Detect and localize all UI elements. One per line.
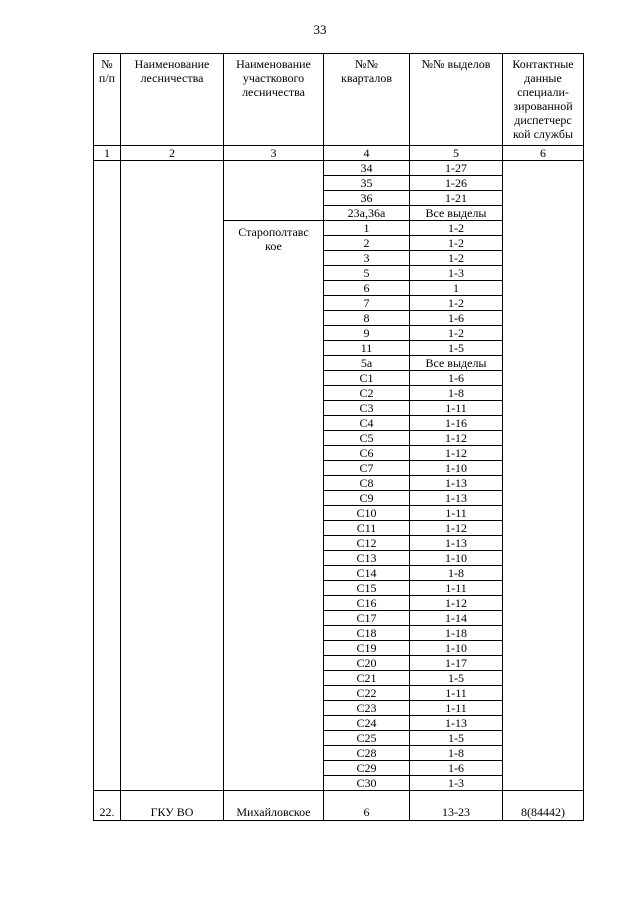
plots-cell: 1-13 bbox=[410, 491, 503, 506]
plots-cell: 1-5 bbox=[410, 731, 503, 746]
plots-cell: 1-13 bbox=[410, 536, 503, 551]
plots-cell: 1-13 bbox=[410, 476, 503, 491]
header-line: участкового bbox=[242, 71, 305, 85]
plots-cell: 1-8 bbox=[410, 566, 503, 581]
quarter-cell: С28 bbox=[324, 746, 410, 761]
quarter-cell: 1 bbox=[324, 221, 410, 236]
header-line: №№ выделов bbox=[421, 57, 491, 71]
quarter-cell: 3 bbox=[324, 251, 410, 266]
page-number: 33 bbox=[313, 22, 327, 37]
quarter-cell: С1 bbox=[324, 371, 410, 386]
plots-cell: 1-2 bbox=[410, 326, 503, 341]
plots-cell: 1-8 bbox=[410, 746, 503, 761]
entry-number: 22. bbox=[94, 791, 121, 821]
quarter-cell: С15 bbox=[324, 581, 410, 596]
header-contacts bbox=[503, 54, 584, 146]
quarter-cell: 6 bbox=[324, 791, 410, 821]
plots-cell: 1-6 bbox=[410, 371, 503, 386]
quarter-cell: 23а,36а bbox=[324, 206, 410, 221]
number-cell-empty bbox=[94, 161, 121, 791]
plots-cell: 1-12 bbox=[410, 431, 503, 446]
header-line: специали- bbox=[517, 85, 569, 99]
quarter-cell: С11 bbox=[324, 521, 410, 536]
table-row bbox=[94, 161, 584, 176]
column-number: 5 bbox=[410, 146, 503, 161]
quarter-cell: 34 bbox=[324, 161, 410, 176]
plots-cell: 1-3 bbox=[410, 776, 503, 791]
quarter-cell: С16 bbox=[324, 596, 410, 611]
quarter-cell: С14 bbox=[324, 566, 410, 581]
quarter-cell: С23 bbox=[324, 701, 410, 716]
plots-cell: 1-10 bbox=[410, 641, 503, 656]
quarter-cell: С17 bbox=[324, 611, 410, 626]
quarter-cell: С19 bbox=[324, 641, 410, 656]
quarter-cell: 11 bbox=[324, 341, 410, 356]
column-number: 1 bbox=[94, 146, 121, 161]
district-forestry-name: Михайловское bbox=[224, 791, 324, 821]
header-line: п/п bbox=[98, 71, 116, 85]
quarter-cell: 5а bbox=[324, 356, 410, 371]
quarter-cell: 36 bbox=[324, 191, 410, 206]
header-line: лесничества bbox=[242, 85, 305, 99]
plots-cell: 1-26 bbox=[410, 176, 503, 191]
plots-cell: 1-2 bbox=[410, 251, 503, 266]
quarter-cell: 35 bbox=[324, 176, 410, 191]
plots-cell: Все выделы bbox=[410, 206, 503, 221]
header-district-forestry bbox=[224, 54, 324, 146]
plots-cell: 1-5 bbox=[410, 341, 503, 356]
header-line: №№ bbox=[355, 57, 378, 71]
quarter-cell: С13 bbox=[324, 551, 410, 566]
contact-phone: 8(84442) bbox=[503, 791, 584, 821]
header-line: зированной bbox=[513, 99, 573, 113]
plots-cell: 1-14 bbox=[410, 611, 503, 626]
quarter-cell: С25 bbox=[324, 731, 410, 746]
plots-cell: 1-16 bbox=[410, 416, 503, 431]
contact-cell-empty bbox=[503, 161, 584, 791]
forestry-table bbox=[93, 53, 584, 821]
quarter-cell: 5 bbox=[324, 266, 410, 281]
column-number: 4 bbox=[324, 146, 410, 161]
header-line: диспетчерс bbox=[514, 113, 572, 127]
quarter-cell: 2 bbox=[324, 236, 410, 251]
plots-cell: 1-13 bbox=[410, 716, 503, 731]
quarter-cell: С2 bbox=[324, 386, 410, 401]
plots-cell: 1-3 bbox=[410, 266, 503, 281]
column-number: 3 bbox=[224, 146, 324, 161]
quarter-cell: С3 bbox=[324, 401, 410, 416]
plots-cell: 1-2 bbox=[410, 296, 503, 311]
header-number bbox=[94, 54, 121, 146]
plots-cell: 1-21 bbox=[410, 191, 503, 206]
plots-cell: 1-12 bbox=[410, 521, 503, 536]
forestry-name: ГКУ ВО bbox=[121, 791, 224, 821]
quarter-cell: С20 bbox=[324, 656, 410, 671]
plots-cell: 1-6 bbox=[410, 311, 503, 326]
plots-cell: 1-11 bbox=[410, 401, 503, 416]
quarter-cell: 6 bbox=[324, 281, 410, 296]
plots-cell: 1-17 bbox=[410, 656, 503, 671]
header-line: Контактные bbox=[512, 57, 574, 71]
header-row bbox=[94, 54, 584, 146]
quarter-cell: С18 bbox=[324, 626, 410, 641]
quarter-cell: С24 bbox=[324, 716, 410, 731]
plots-cell: 1-12 bbox=[410, 446, 503, 461]
quarter-cell: С22 bbox=[324, 686, 410, 701]
plots-cell: 1-11 bbox=[410, 506, 503, 521]
district-name-line: Старополтавс bbox=[238, 225, 309, 239]
quarter-cell: С12 bbox=[324, 536, 410, 551]
quarter-cell: С10 bbox=[324, 506, 410, 521]
quarter-cell: С8 bbox=[324, 476, 410, 491]
quarter-cell: С4 bbox=[324, 416, 410, 431]
district-name-line: кое bbox=[265, 239, 282, 253]
quarter-cell: С6 bbox=[324, 446, 410, 461]
table-row-entry-22 bbox=[94, 791, 584, 821]
header-line: № bbox=[101, 57, 113, 71]
table-body bbox=[94, 161, 584, 821]
header-plots bbox=[410, 54, 503, 146]
quarter-cell: С7 bbox=[324, 461, 410, 476]
quarter-cell: С29 bbox=[324, 761, 410, 776]
column-number: 6 bbox=[503, 146, 584, 161]
plots-cell: 1-8 bbox=[410, 386, 503, 401]
plots-cell: 1-10 bbox=[410, 461, 503, 476]
quarter-cell: С5 bbox=[324, 431, 410, 446]
quarter-cell: С30 bbox=[324, 776, 410, 791]
plots-cell: 1 bbox=[410, 281, 503, 296]
header-line: Наименование bbox=[134, 57, 210, 71]
quarter-cell: С9 bbox=[324, 491, 410, 506]
header-line: лесничества bbox=[140, 71, 204, 85]
quarter-cell: 7 bbox=[324, 296, 410, 311]
plots-cell: 1-18 bbox=[410, 626, 503, 641]
column-number-row bbox=[94, 146, 584, 161]
plots-cell: 1-10 bbox=[410, 551, 503, 566]
quarter-cell: 8 bbox=[324, 311, 410, 326]
header-quarters bbox=[324, 54, 410, 146]
plots-cell: 1-11 bbox=[410, 686, 503, 701]
column-number: 2 bbox=[121, 146, 224, 161]
header-line: кой службы bbox=[512, 127, 574, 141]
plots-cell: 1-11 bbox=[410, 581, 503, 596]
plots-cell: 1-2 bbox=[410, 221, 503, 236]
quarter-cell: С21 bbox=[324, 671, 410, 686]
plots-cell: 1-11 bbox=[410, 701, 503, 716]
plots-cell: Все выделы bbox=[410, 356, 503, 371]
header-line: данные bbox=[524, 71, 562, 85]
plots-cell: 1-5 bbox=[410, 671, 503, 686]
forestry-cell-empty bbox=[121, 161, 224, 791]
plots-cell: 1-6 bbox=[410, 761, 503, 776]
district-forestry-staropoltavskoe bbox=[224, 221, 324, 791]
header-line: кварталов bbox=[341, 71, 392, 85]
quarter-cell: 9 bbox=[324, 326, 410, 341]
plots-cell: 1-27 bbox=[410, 161, 503, 176]
header-forestry bbox=[121, 54, 224, 146]
district-cell-empty bbox=[224, 161, 324, 221]
plots-cell: 13-23 bbox=[410, 791, 503, 821]
plots-cell: 1-2 bbox=[410, 236, 503, 251]
header-line: Наименование bbox=[236, 57, 311, 71]
plots-cell: 1-12 bbox=[410, 596, 503, 611]
